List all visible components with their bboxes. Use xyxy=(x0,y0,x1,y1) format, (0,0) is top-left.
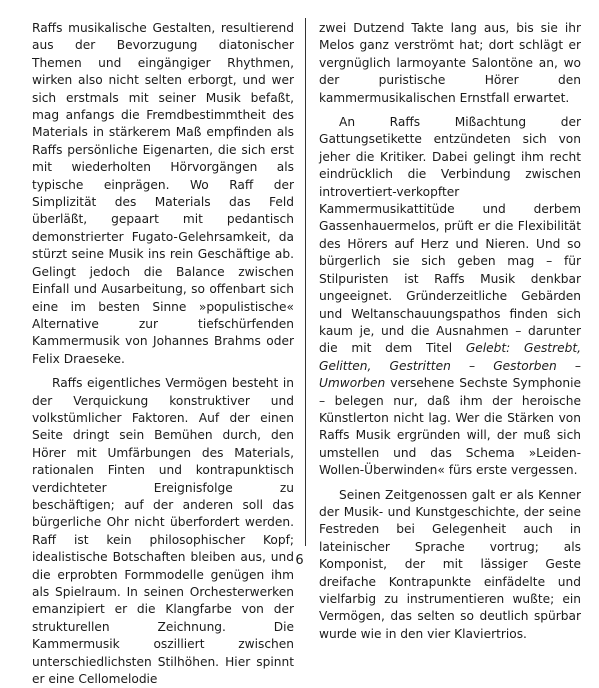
paragraph: zwei Dutzend Takte lang aus, bis sie ihr Melos ganz verströmt hat; dort schlägt er vergnüglich larmoyante Salontöne an, wo der puristische Hörer den kammermusikalischen Ernstfall erwartet. xyxy=(319,21,581,105)
paragraph: Raffs musikalische Gestalten, resultierend aus der Bevorzugung diatonischer Themen und eingängiger Rhythmen, wirken also nicht selten erborgt, und wer sich erstmals mit seiner Musik befaßt, mag anfangs die Fremdbestimmtheit des Materials in stärkerem Maß empfinden als Raffs persönliche Eigenarten, die sich erst mit wiederholten Hörvorgängen als typische einprägen. Wo Raff der Simplizität des Materials das Feld überläßt, gepaart mit pedantisch demonstrierter Fugato-Gelehrsamkeit, da stürzt seine Musik ins rein Geschäftige ab. Gelingt jedoch die Balance zwischen Einfall und Ausarbeitung, so offenbart sich eine im besten Sinne »populistische« Alternative zur tiefschürfenden Kammermusik von Johannes Brahms oder Felix Draeseke. xyxy=(32,21,294,366)
left-column xyxy=(32,20,294,688)
column-divider xyxy=(305,18,306,546)
symphony-title: Gelebt: Gestrebt, Gelitten, Gestritten – Gestorben – Umworben xyxy=(319,341,581,391)
paragraph-text: An Raffs Mißachtung der Gattungsetikette entzündeten sich von jeher die Kritiker. Dabei gelingt ihm recht eindrücklich die Verbindung zwischen introvertiert-verkopfter Kammermusikattitüde und derbem Gassenhauermelos, prüft er die Flexibilität des Hörers auf Herz und Nieren. Und so bürgerlich sie sich geben mag – für Stilpuristen ist Raffs Musik denkbar ungeeignet. Gründerzeitliche Gebärden und Weltanschauungspathos finden sich kaum je, und die Ausnahmen – darunter die mit dem Titel xyxy=(319,115,581,356)
right-column xyxy=(319,20,581,643)
paragraph: Seinen Zeitgenossen galt er als Kenner der Musik- und Kunstgeschichte, der seine Festreden bei Gelegenheit auch in lateinischer Sprache vortrug; als Komponist, der mit lässiger Geste dreifache Kontrapunkte einfädelte und vielfarbig zu instrumentieren wußte; ein Vermögen, das selten so deutlich spürbar wurde wie in den vier Klaviertrios. xyxy=(319,487,581,641)
paragraph-text: versehene Sechste Symphonie – belegen nur, daß ihm der heroische Künstlerton nicht lag. Wer die Stärken von Raffs Musik ergründen will, der muß sich umstellen und das Schema »Leiden-Wollen-Überwinden« fürs erste vergessen. xyxy=(319,376,581,478)
page-number: 6 xyxy=(295,553,304,568)
paragraph xyxy=(319,114,581,480)
paragraph: Raffs eigentliches Vermögen besteht in der Verquickung konstruktiver und volkstümlicher Faktoren. Auf der einen Seite dringt sein Bemühen durch, den Hörer mit Umfärbungen des Materials, rationalen Finten und kontrapunktisch verdichteter Ereignisfolge zu beschäftigen; auf der anderen soll das bürgerliche Ohr nicht überfordert werden. Raff ist kein philosophischer Kopf; idealistische Botschaften bleiben aus, und die erprobten Formmodelle genügen ihm als Spielraum. In seinen Orchesterwerken emanzipiert er die Klangfarbe von der strukturellen Zeichnung. Die Kammermusik oszilliert zwischen unterschiedlichsten Stilhöhen. Hier spinnt er eine Cellomelodie xyxy=(32,376,294,687)
